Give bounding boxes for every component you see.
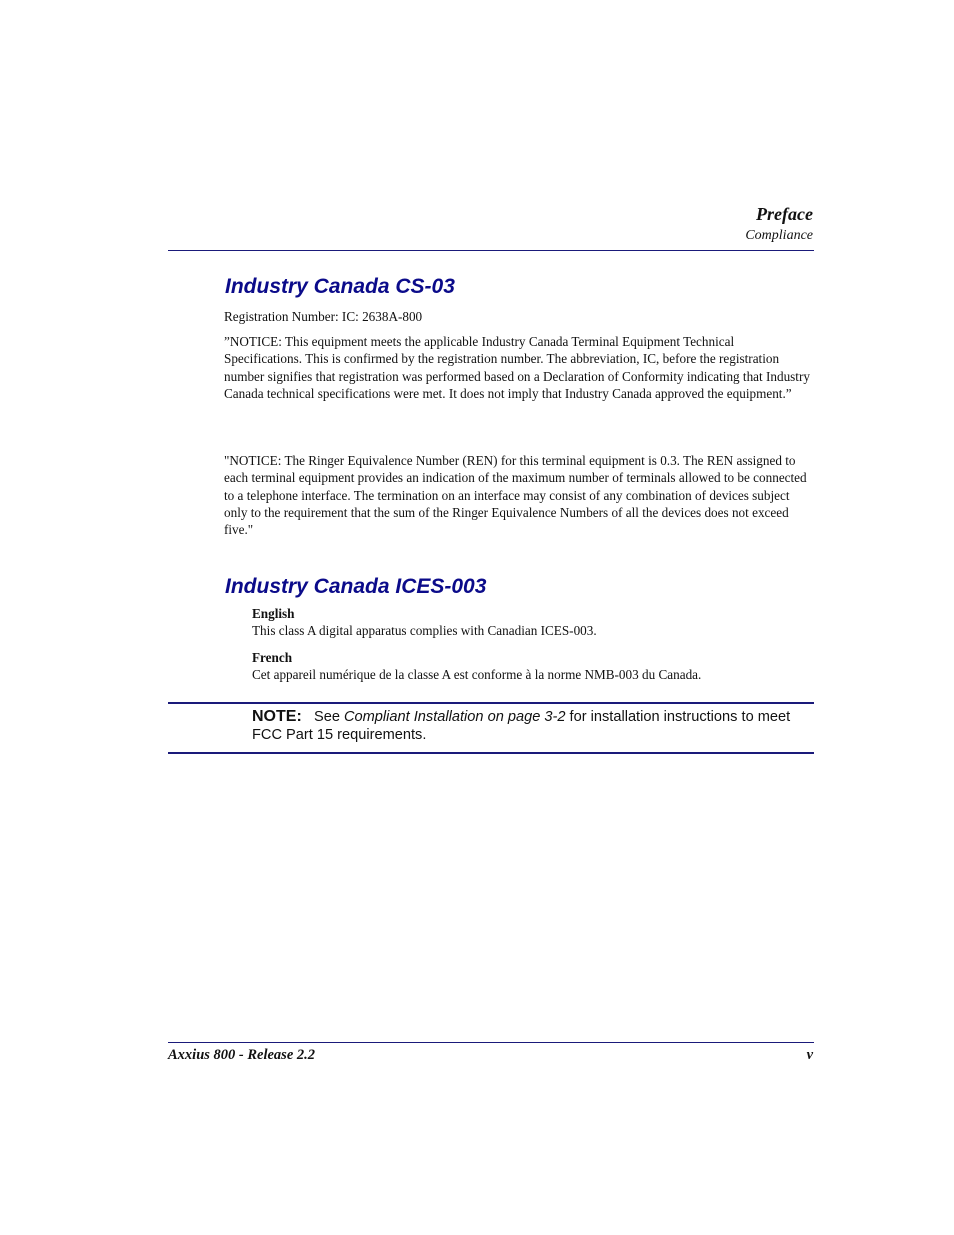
note-rule-bottom: [168, 752, 814, 754]
footer-rule: [168, 1042, 814, 1043]
english-text: This class A digital apparatus complies with Canadian ICES-003.: [252, 623, 597, 638]
note-text: for installation instructions to meet FCC Part 15 requirements.: [252, 709, 791, 743]
note-block: [252, 708, 812, 744]
page-header-title: Preface: [756, 204, 813, 224]
french-label: French: [252, 650, 293, 665]
french-text: Cet appareil numérique de la classe A est conforme à la norme NMB-003 du Canada.: [252, 667, 702, 682]
section-heading-cs03: Industry Canada CS-03: [225, 275, 455, 298]
english-label: English: [252, 606, 295, 621]
header-rule: [168, 250, 814, 251]
page-number: v: [806, 1047, 813, 1063]
note-label: NOTE:: [252, 708, 302, 725]
section-heading-ices003: Industry Canada ICES-003: [225, 575, 487, 598]
note-link[interactable]: Compliant Installation on page 3-2: [344, 709, 566, 725]
note-rule-top: [168, 702, 814, 704]
page-header-subtitle: Compliance: [745, 228, 813, 243]
notice-ren: "NOTICE: The Ringer Equivalence Number (REN) for this terminal equipment is 0.3. The REN assigned to each terminal equipment provides an indication of the maximum number of terminals allowed to be connected to a telephone interface. The termination on an interface may consist of any combination of devices subject only to the requirement that the sum of the Ringer Equivalence Numbers of all the devices does not exceed five.": [224, 453, 807, 538]
note-see: See: [313, 709, 340, 725]
footer-title: Axxius 800 - Release 2.2: [168, 1047, 316, 1063]
registration-number: Registration Number: IC: 2638A-800: [224, 309, 423, 324]
notice-equipment: ”NOTICE: This equipment meets the applicable Industry Canada Terminal Equipment Technical Specifications. This is confirmed by the registration number. The abbreviation, IC, before the registration number signifies that registration was performed based on a Declaration of Conformity indicating that Industry Canada technical specifications were met. It does not imply that Industry Canada approved the equipment.”: [224, 334, 810, 401]
